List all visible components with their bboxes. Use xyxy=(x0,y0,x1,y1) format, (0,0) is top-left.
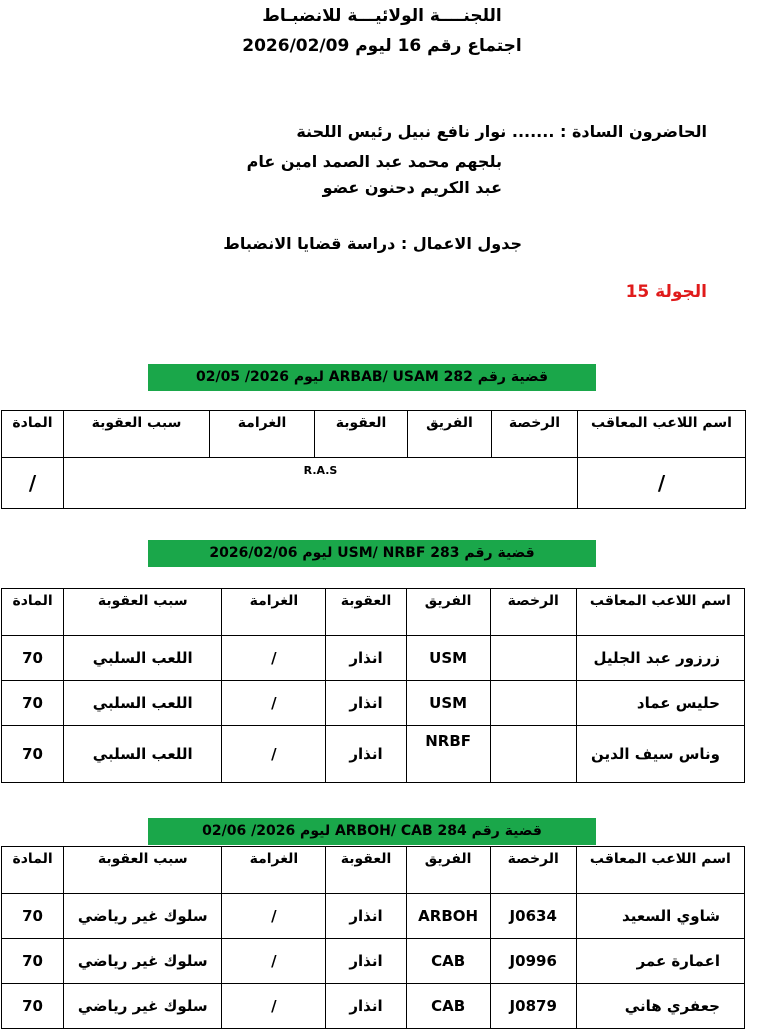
round-label: الجولة 15 xyxy=(625,282,707,302)
attendees-line-1: الحاضرون السادة : ....... نوار نافع نبيل رئيس اللحنة xyxy=(296,122,707,141)
agenda-line: جدول الاعمال : دراسة قضايا الانضباط xyxy=(223,234,522,253)
col-team: الفريق xyxy=(406,847,490,894)
attendees-line-3: عبد الكريم دحنون عضو xyxy=(322,178,502,197)
cell-article: 70 xyxy=(2,681,64,726)
cell-penalty: انذار xyxy=(326,726,406,783)
cell-article: 70 xyxy=(2,894,64,939)
case-table xyxy=(1,410,746,509)
cell-team: ARBOH xyxy=(406,894,490,939)
committee-title: اللجنــــة الولائيـــة للانضبـاط xyxy=(262,6,502,26)
col-license: الرخصة xyxy=(490,589,576,636)
cell-fine: / xyxy=(222,939,326,984)
cell-team: CAB xyxy=(406,984,490,1029)
col-team: الفريق xyxy=(408,411,492,458)
cell-team: USM xyxy=(406,636,490,681)
ras-text: R.A.S xyxy=(303,464,338,477)
table-header-row xyxy=(2,411,746,458)
case-title-bar: قضية رقم 283 USM/ NRBF ليوم 2026/02/06 xyxy=(148,540,596,567)
cell-license: J0879 xyxy=(490,984,576,1029)
cell-reason: اللعب السلبي xyxy=(64,636,222,681)
cell-article: 70 xyxy=(2,939,64,984)
cell-penalty: انذار xyxy=(326,939,406,984)
cell-license: J0996 xyxy=(490,939,576,984)
col-penalty: العقوبة xyxy=(315,411,408,458)
col-fine: الغرامة xyxy=(210,411,315,458)
table-row xyxy=(2,726,745,783)
cell-team: USM xyxy=(406,681,490,726)
cell-fine: / xyxy=(222,726,326,783)
cell-penalty: انذار xyxy=(326,894,406,939)
cell-article: 70 xyxy=(2,984,64,1029)
cell-reason: سلوك غير رياضي xyxy=(64,894,222,939)
cell-fine: / xyxy=(222,636,326,681)
cell-license xyxy=(490,681,576,726)
table-row xyxy=(2,458,746,509)
cell-reason: اللعب السلبي xyxy=(64,726,222,783)
cell-team: CAB xyxy=(406,939,490,984)
table-row xyxy=(2,681,745,726)
col-article: المادة xyxy=(2,847,64,894)
col-article: المادة xyxy=(2,411,64,458)
col-penalty: العقوبة xyxy=(326,589,406,636)
cell-player: / xyxy=(578,458,746,509)
cell-license xyxy=(490,726,576,783)
cell-penalty: انذار xyxy=(326,984,406,1029)
cell-penalty: انذار xyxy=(326,636,406,681)
table-row xyxy=(2,894,745,939)
cell-fine: / xyxy=(222,681,326,726)
col-reason: سبب العقوبة xyxy=(64,589,222,636)
cell-team: NRBF xyxy=(406,726,490,783)
col-license: الرخصة xyxy=(490,847,576,894)
col-player: اسم اللاعب المعاقب xyxy=(576,589,744,636)
attendees-line-2: بلجهم محمد عبد الصمد امين عام xyxy=(246,152,502,171)
col-license: الرخصة xyxy=(492,411,578,458)
meeting-line: اجتماع رقم 16 ليوم 2026/02/09 xyxy=(242,36,522,56)
table-row xyxy=(2,984,745,1029)
table-row xyxy=(2,939,745,984)
cell-reason: سلوك غير رياضي xyxy=(64,939,222,984)
cell-ras xyxy=(64,458,578,509)
col-penalty: العقوبة xyxy=(326,847,406,894)
cell-article: 70 xyxy=(2,726,64,783)
cell-penalty: انذار xyxy=(326,681,406,726)
cell-article: 70 xyxy=(2,636,64,681)
case-title-bar: قضية رقم 284 ARBOH/ CAB ليوم 2026/ 02/06 xyxy=(148,818,596,845)
cell-player: زرزور عبد الجليل xyxy=(576,636,744,681)
col-fine: الغرامة xyxy=(222,847,326,894)
col-article: المادة xyxy=(2,589,64,636)
cell-license xyxy=(490,636,576,681)
col-player: اسم اللاعب المعاقب xyxy=(578,411,746,458)
cell-fine: / xyxy=(222,894,326,939)
col-fine: الغرامة xyxy=(222,589,326,636)
cell-player: وناس سيف الدين xyxy=(576,726,744,783)
cell-reason: سلوك غير رياضي xyxy=(64,984,222,1029)
cell-player: حليس عماد xyxy=(576,681,744,726)
case-title-bar: قضية رقم 282 ARBAB/ USAM ليوم 2026/ 02/05 xyxy=(148,364,596,391)
case-table xyxy=(1,846,745,1029)
cell-player: جعفري هاني xyxy=(576,984,744,1029)
cell-license: J0634 xyxy=(490,894,576,939)
table-row xyxy=(2,636,745,681)
table-header-row xyxy=(2,589,745,636)
col-player: اسم اللاعب المعاقب xyxy=(576,847,744,894)
cell-fine: / xyxy=(222,984,326,1029)
col-reason: سبب العقوبة xyxy=(64,411,210,458)
cell-player: اعمارة عمر xyxy=(576,939,744,984)
table-header-row xyxy=(2,847,745,894)
col-reason: سبب العقوبة xyxy=(64,847,222,894)
col-team: الفريق xyxy=(406,589,490,636)
cell-reason: اللعب السلبي xyxy=(64,681,222,726)
cell-article: / xyxy=(2,458,64,509)
case-table xyxy=(1,588,745,783)
cell-player: شاوي السعيد xyxy=(576,894,744,939)
